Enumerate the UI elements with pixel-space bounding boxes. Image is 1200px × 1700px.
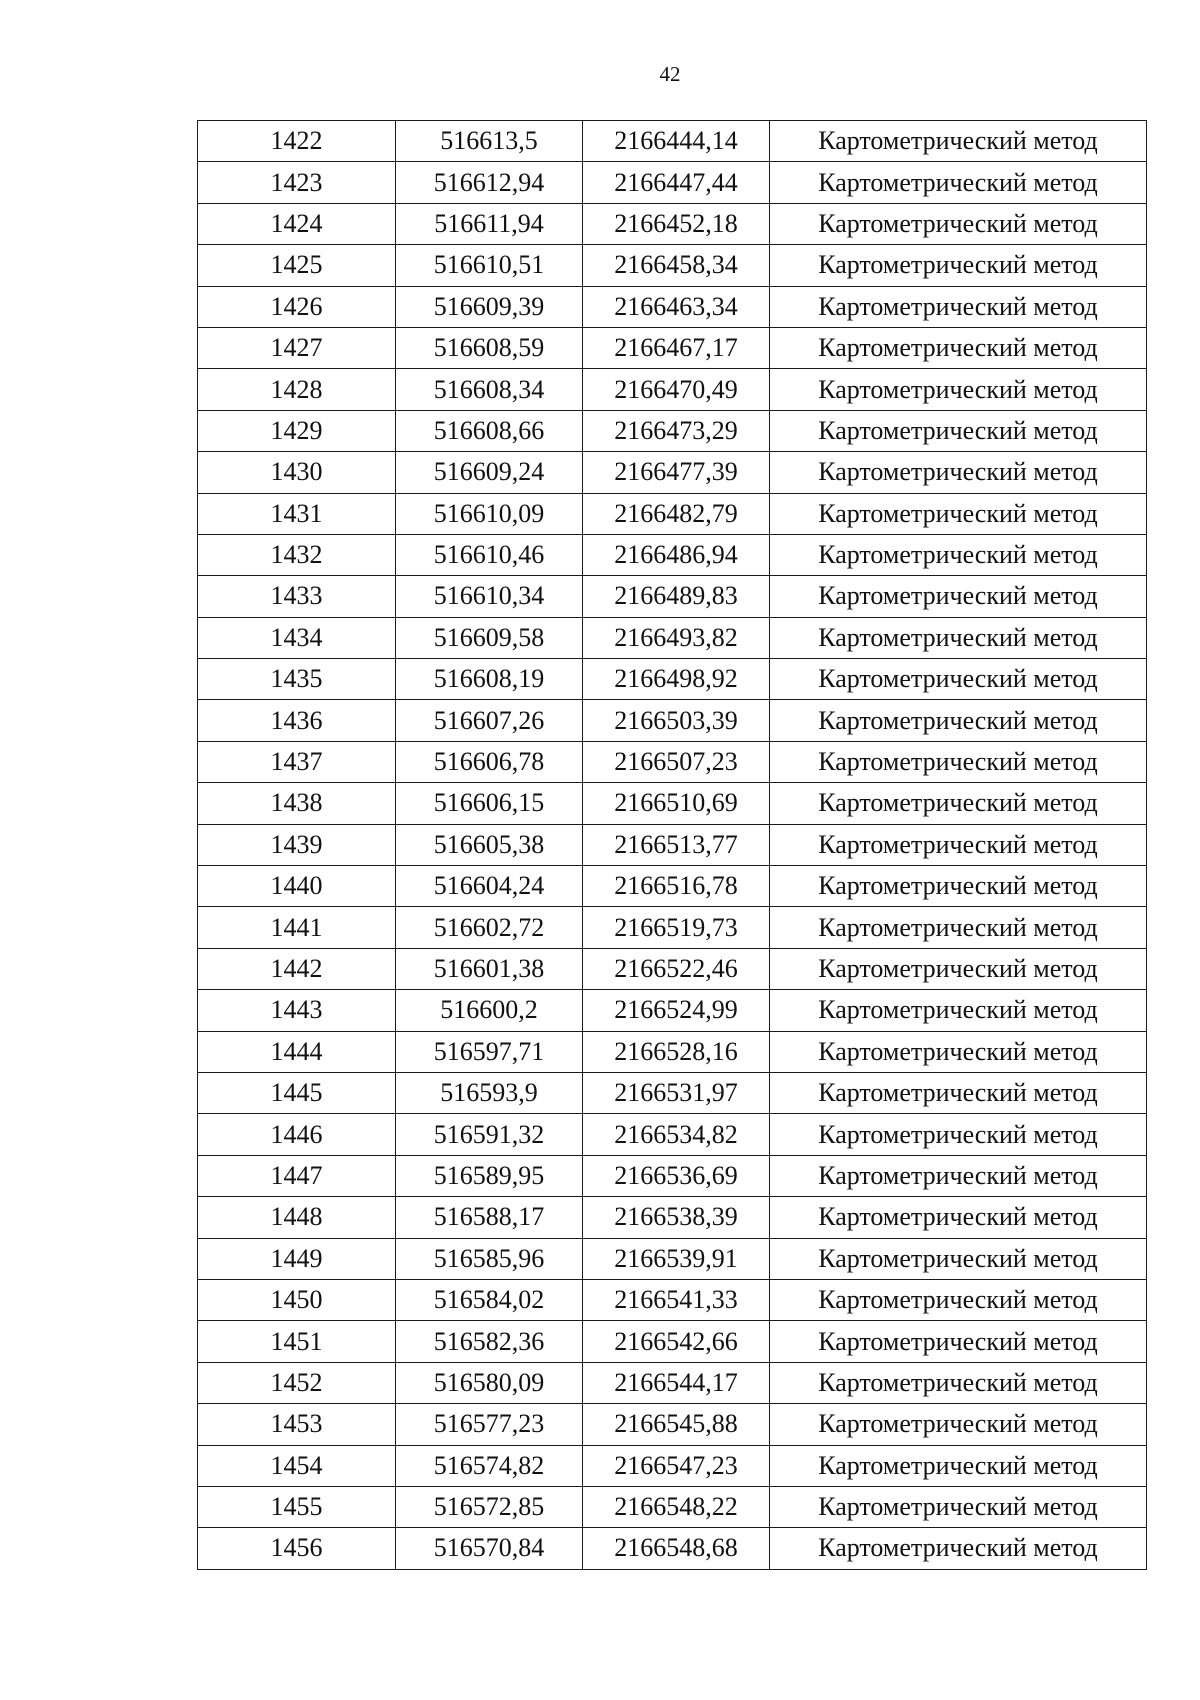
method-cell: Картометрический метод [770,576,1147,617]
table-row [198,534,1147,575]
x-coordinate-cell: 516572,85 [396,1486,583,1527]
table-row [198,245,1147,286]
y-coordinate-cell: 2166548,68 [583,1528,770,1569]
table-row [198,1528,1147,1569]
x-coordinate-cell: 516580,09 [396,1362,583,1403]
table-row [198,1404,1147,1445]
y-coordinate-cell: 2166463,34 [583,286,770,327]
point-number-cell: 1428 [198,369,396,410]
table-row [198,1445,1147,1486]
method-cell: Картометрический метод [770,783,1147,824]
table-row [198,1197,1147,1238]
x-coordinate-cell: 516570,84 [396,1528,583,1569]
y-coordinate-cell: 2166528,16 [583,1031,770,1072]
method-cell: Картометрический метод [770,1238,1147,1279]
point-number-cell: 1452 [198,1362,396,1403]
x-coordinate-cell: 516606,78 [396,741,583,782]
y-coordinate-cell: 2166538,39 [583,1197,770,1238]
x-coordinate-cell: 516602,72 [396,907,583,948]
table-row [198,493,1147,534]
x-coordinate-cell: 516577,23 [396,1404,583,1445]
point-number-cell: 1433 [198,576,396,617]
table-row [198,700,1147,741]
table-row [198,1155,1147,1196]
table-row [198,1279,1147,1320]
x-coordinate-cell: 516610,34 [396,576,583,617]
x-coordinate-cell: 516600,2 [396,990,583,1031]
point-number-cell: 1454 [198,1445,396,1486]
point-number-cell: 1456 [198,1528,396,1569]
x-coordinate-cell: 516608,66 [396,410,583,451]
y-coordinate-cell: 2166447,44 [583,162,770,203]
y-coordinate-cell: 2166486,94 [583,534,770,575]
point-number-cell: 1439 [198,824,396,865]
table-row [198,1321,1147,1362]
x-coordinate-cell: 516609,39 [396,286,583,327]
y-coordinate-cell: 2166470,49 [583,369,770,410]
method-cell: Картометрический метод [770,990,1147,1031]
y-coordinate-cell: 2166536,69 [583,1155,770,1196]
table-row [198,1486,1147,1527]
method-cell: Картометрический метод [770,1155,1147,1196]
table-row [198,948,1147,989]
x-coordinate-cell: 516610,09 [396,493,583,534]
method-cell: Картометрический метод [770,617,1147,658]
method-cell: Картометрический метод [770,410,1147,451]
y-coordinate-cell: 2166482,79 [583,493,770,534]
method-cell: Картометрический метод [770,907,1147,948]
point-number-cell: 1434 [198,617,396,658]
table-row [198,783,1147,824]
y-coordinate-cell: 2166544,17 [583,1362,770,1403]
method-cell: Картометрический метод [770,866,1147,907]
x-coordinate-cell: 516608,59 [396,327,583,368]
table-row [198,741,1147,782]
point-number-cell: 1443 [198,990,396,1031]
method-cell: Картометрический метод [770,121,1147,162]
coordinates-table [197,120,1147,1570]
table-row [198,907,1147,948]
point-number-cell: 1430 [198,452,396,493]
point-number-cell: 1426 [198,286,396,327]
x-coordinate-cell: 516606,15 [396,783,583,824]
point-number-cell: 1447 [198,1155,396,1196]
method-cell: Картометрический метод [770,1486,1147,1527]
method-cell: Картометрический метод [770,1362,1147,1403]
x-coordinate-cell: 516611,94 [396,203,583,244]
x-coordinate-cell: 516582,36 [396,1321,583,1362]
y-coordinate-cell: 2166444,14 [583,121,770,162]
point-number-cell: 1451 [198,1321,396,1362]
table-row [198,866,1147,907]
x-coordinate-cell: 516593,9 [396,1072,583,1113]
y-coordinate-cell: 2166493,82 [583,617,770,658]
point-number-cell: 1448 [198,1197,396,1238]
table-row [198,659,1147,700]
point-number-cell: 1453 [198,1404,396,1445]
table-row [198,369,1147,410]
x-coordinate-cell: 516597,71 [396,1031,583,1072]
y-coordinate-cell: 2166539,91 [583,1238,770,1279]
method-cell: Картометрический метод [770,493,1147,534]
point-number-cell: 1442 [198,948,396,989]
x-coordinate-cell: 516610,46 [396,534,583,575]
point-number-cell: 1422 [198,121,396,162]
table-row [198,1114,1147,1155]
method-cell: Картометрический метод [770,1031,1147,1072]
x-coordinate-cell: 516589,95 [396,1155,583,1196]
method-cell: Картометрический метод [770,1404,1147,1445]
y-coordinate-cell: 2166516,78 [583,866,770,907]
x-coordinate-cell: 516612,94 [396,162,583,203]
y-coordinate-cell: 2166531,97 [583,1072,770,1113]
x-coordinate-cell: 516610,51 [396,245,583,286]
x-coordinate-cell: 516613,5 [396,121,583,162]
x-coordinate-cell: 516574,82 [396,1445,583,1486]
table-row [198,327,1147,368]
method-cell: Картометрический метод [770,1114,1147,1155]
method-cell: Картометрический метод [770,286,1147,327]
point-number-cell: 1423 [198,162,396,203]
method-cell: Картометрический метод [770,700,1147,741]
table-row [198,824,1147,865]
table-row [198,617,1147,658]
y-coordinate-cell: 2166452,18 [583,203,770,244]
method-cell: Картометрический метод [770,659,1147,700]
table-row [198,1072,1147,1113]
table-row [198,203,1147,244]
point-number-cell: 1431 [198,493,396,534]
method-cell: Картометрический метод [770,369,1147,410]
y-coordinate-cell: 2166489,83 [583,576,770,617]
method-cell: Картометрический метод [770,741,1147,782]
x-coordinate-cell: 516609,24 [396,452,583,493]
x-coordinate-cell: 516604,24 [396,866,583,907]
y-coordinate-cell: 2166524,99 [583,990,770,1031]
table-row [198,121,1147,162]
x-coordinate-cell: 516585,96 [396,1238,583,1279]
point-number-cell: 1427 [198,327,396,368]
y-coordinate-cell: 2166545,88 [583,1404,770,1445]
method-cell: Картометрический метод [770,203,1147,244]
method-cell: Картометрический метод [770,1197,1147,1238]
method-cell: Картометрический метод [770,1279,1147,1320]
page-number: 42 [659,62,681,86]
y-coordinate-cell: 2166510,69 [583,783,770,824]
y-coordinate-cell: 2166534,82 [583,1114,770,1155]
point-number-cell: 1455 [198,1486,396,1527]
x-coordinate-cell: 516591,32 [396,1114,583,1155]
y-coordinate-cell: 2166477,39 [583,452,770,493]
y-coordinate-cell: 2166507,23 [583,741,770,782]
table-row [198,162,1147,203]
point-number-cell: 1425 [198,245,396,286]
method-cell: Картометрический метод [770,1321,1147,1362]
method-cell: Картометрический метод [770,824,1147,865]
table-row [198,410,1147,451]
y-coordinate-cell: 2166542,66 [583,1321,770,1362]
method-cell: Картометрический метод [770,162,1147,203]
method-cell: Картометрический метод [770,534,1147,575]
method-cell: Картометрический метод [770,327,1147,368]
point-number-cell: 1445 [198,1072,396,1113]
table-row [198,286,1147,327]
table-row [198,1031,1147,1072]
y-coordinate-cell: 2166513,77 [583,824,770,865]
table-row [198,990,1147,1031]
table-row [198,1362,1147,1403]
y-coordinate-cell: 2166498,92 [583,659,770,700]
point-number-cell: 1446 [198,1114,396,1155]
point-number-cell: 1450 [198,1279,396,1320]
method-cell: Картометрический метод [770,1072,1147,1113]
coordinates-table-body [198,121,1147,1570]
table-row [198,1238,1147,1279]
point-number-cell: 1438 [198,783,396,824]
method-cell: Картометрический метод [770,1528,1147,1569]
point-number-cell: 1432 [198,534,396,575]
point-number-cell: 1429 [198,410,396,451]
x-coordinate-cell: 516605,38 [396,824,583,865]
x-coordinate-cell: 516584,02 [396,1279,583,1320]
point-number-cell: 1436 [198,700,396,741]
y-coordinate-cell: 2166458,34 [583,245,770,286]
table-row [198,452,1147,493]
y-coordinate-cell: 2166503,39 [583,700,770,741]
point-number-cell: 1424 [198,203,396,244]
point-number-cell: 1435 [198,659,396,700]
point-number-cell: 1437 [198,741,396,782]
x-coordinate-cell: 516601,38 [396,948,583,989]
method-cell: Картометрический метод [770,948,1147,989]
point-number-cell: 1449 [198,1238,396,1279]
method-cell: Картометрический метод [770,1445,1147,1486]
point-number-cell: 1441 [198,907,396,948]
point-number-cell: 1440 [198,866,396,907]
y-coordinate-cell: 2166541,33 [583,1279,770,1320]
y-coordinate-cell: 2166548,22 [583,1486,770,1527]
point-number-cell: 1444 [198,1031,396,1072]
y-coordinate-cell: 2166473,29 [583,410,770,451]
x-coordinate-cell: 516608,34 [396,369,583,410]
x-coordinate-cell: 516607,26 [396,700,583,741]
y-coordinate-cell: 2166467,17 [583,327,770,368]
x-coordinate-cell: 516609,58 [396,617,583,658]
y-coordinate-cell: 2166522,46 [583,948,770,989]
method-cell: Картометрический метод [770,452,1147,493]
x-coordinate-cell: 516588,17 [396,1197,583,1238]
method-cell: Картометрический метод [770,245,1147,286]
x-coordinate-cell: 516608,19 [396,659,583,700]
table-row [198,576,1147,617]
y-coordinate-cell: 2166519,73 [583,907,770,948]
y-coordinate-cell: 2166547,23 [583,1445,770,1486]
